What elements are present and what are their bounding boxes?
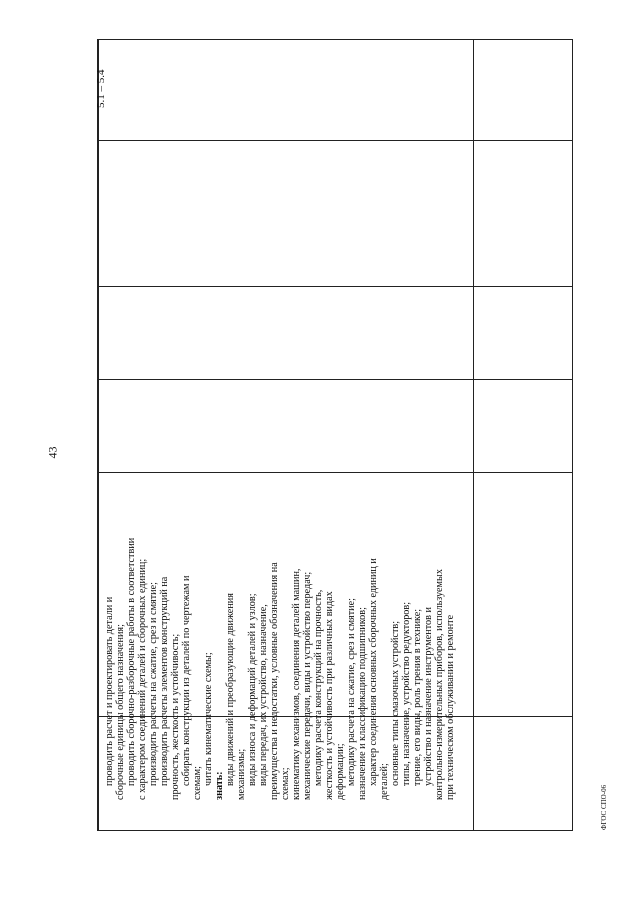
curriculum-table [97,39,573,831]
content-line: читать кинематические схемы; [203,652,214,786]
content-line: с характером соединений деталей и сборочных единиц; [137,558,148,800]
content-line: схемам; [192,766,203,800]
table-row-divider [98,140,572,141]
content-line: механизмы; [236,748,247,800]
content-line: методику расчета на сжатие, срез и смятие; [346,598,357,786]
content-line: сборочные единицы общего назначения; [115,624,126,800]
content-line: механические передачи, виды и устройство передач; [302,571,313,800]
content-line: жесткость и устойчивость при различных видах [324,591,335,800]
content-line: производить расчеты на сжатие, срез и смятие; [148,582,159,786]
content-line: проводить сборочно-разборочные работы в соответствии [126,537,137,786]
content-line: устройство и назначение инструментов и [423,607,434,786]
competency-content-cell [104,470,456,800]
content-line: преимущества и недостатки, условные обозначения на [269,562,280,800]
table-column-divider [473,40,474,830]
content-line: при техническом обслуживании и ремонте [445,614,456,800]
content-line: назначение и классификацию подшипников; [357,607,368,800]
content-line: производить расчеты элементов конструкций на [159,576,170,786]
content-line: типы, назначение, устройство редукторов; [401,601,412,786]
content-line: прочность, жесткость и устойчивость; [170,633,181,800]
content-line: кинематику механизмов, соединения деталей машин, [291,568,302,800]
content-line: характер соединения основных сборочных единиц и [368,558,379,786]
reference-code: 5.1 – 5.4 [95,69,107,108]
table-row-divider [98,286,572,287]
content-line: виды передач, их устройство, назначение, [258,604,269,786]
table-row-divider [98,379,572,380]
content-line: виды износа и деформаций деталей и узлов; [247,593,258,786]
content-line: виды движений и преобразующие движения [225,593,236,786]
table-column-divider [98,40,99,830]
content-line: проводить расчет и проектировать детали и [104,596,115,786]
content-line: схемах; [280,767,291,800]
content-line: трение, его виды, роль трения в технике; [412,608,423,786]
content-line: методику расчета конструкций на прочность, [313,589,324,786]
content-line: деформации; [335,743,346,800]
page-number: 43 [45,446,60,459]
content-line: контрольно-измерительных приборов, используемых [434,569,445,800]
content-line: знать: [214,771,225,800]
content-line: основные типы смазочных устройств; [390,620,401,786]
footer-text: ФГОС СПО-06 [600,784,608,830]
content-line: собирать конструкции из деталей по чертежам и [181,575,192,786]
content-line: деталей; [379,763,390,800]
